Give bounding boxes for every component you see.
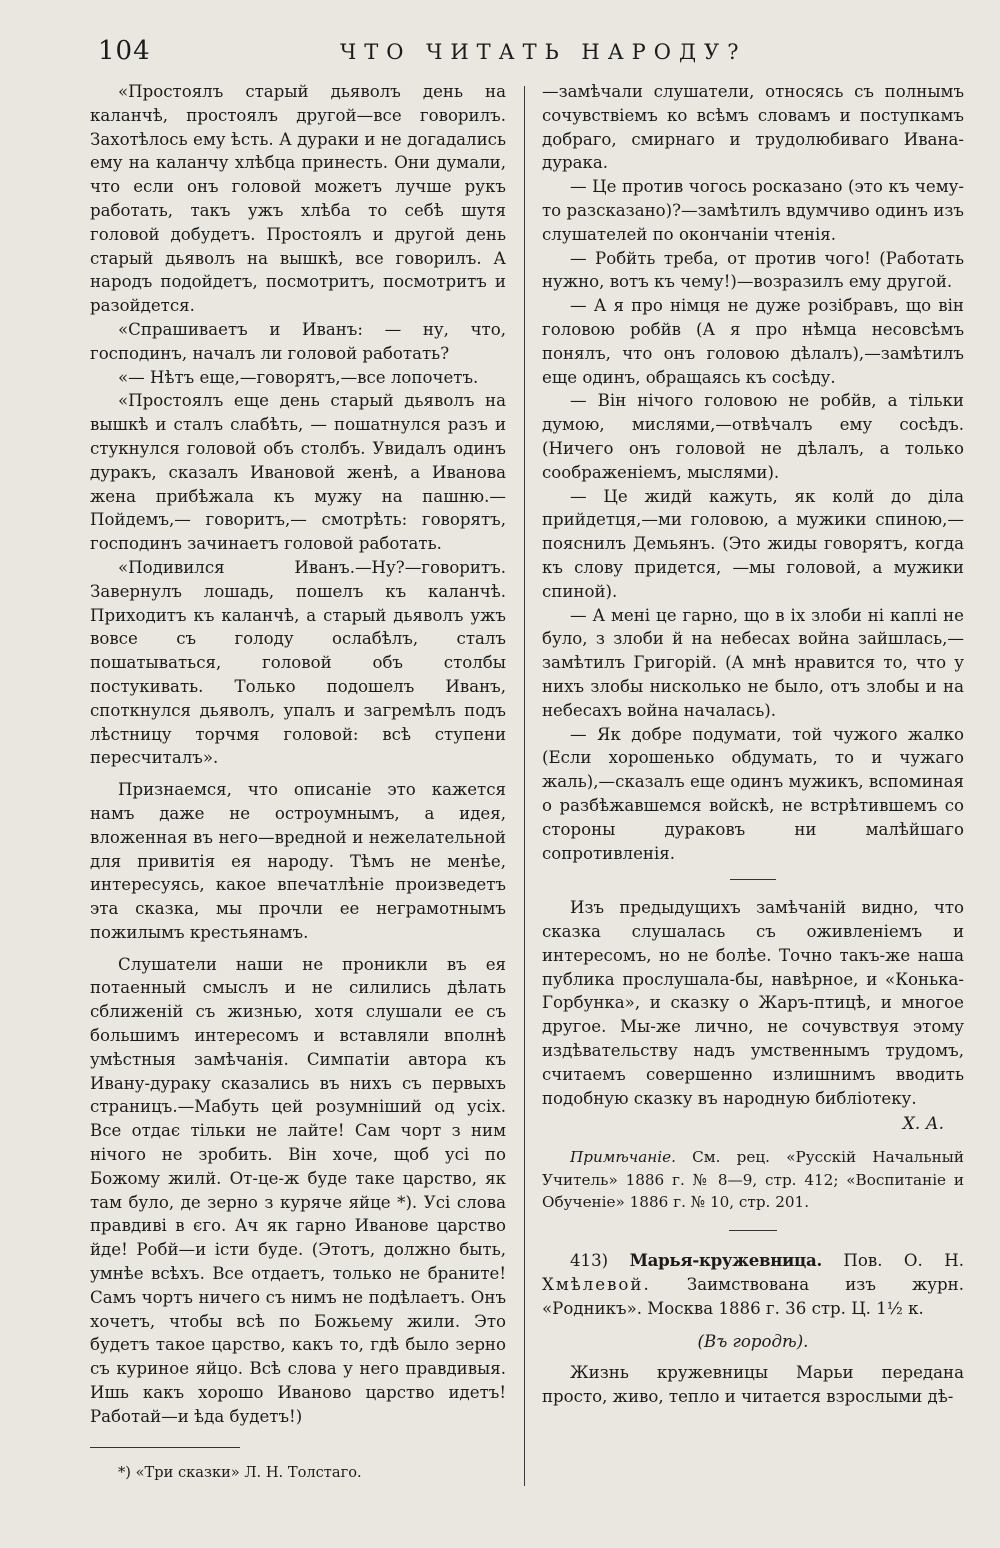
- paragraph: «— Нѣтъ еще,—говорятъ,—все лопочетъ.: [118, 367, 479, 387]
- entry-author: Хмѣлевой.: [542, 1274, 651, 1294]
- paragraph: — А менi це гарно, що в iх злоби нi каплi не було, з злоби й на небесах война зайшлась,—замѣтилъ Григорій. (А мнѣ нравится то, что у нихъ злобы нисколько не было, отъ злобы и на небесахъ война началась).: [542, 605, 964, 720]
- page-header: [90, 30, 964, 70]
- paragraph: Признаемся, что описаніе это кажется намъ даже не остроумнымъ, а идея, вложенная въ него—вредной и нежелательной для привитія ея народу. Тѣмъ не менѣе, интересуясь, какое впечатлѣніе произведетъ эта сказка, мы прочли ее неграмотнымъ пожилымъ крестьянамъ.: [90, 780, 506, 942]
- conclusion-paragraph: Изъ предыдущихъ замѣчаній видно, что сказка слушалась съ оживленіемъ и интересомъ, но не болѣе. Точно такъ-же наша публика прослушала-бы, навѣрное, и «Конька-Горбунка», и сказку о Жаръ-птицѣ, и многое другое. Мы-же лично, не сочувствуя этому издѣвательству надъ умственнымъ трудомъ, считаемъ совершенно излишнимъ вводить подобную сказку въ народную библіотеку.: [542, 898, 964, 1108]
- paragraph: — Як добре подумати, той чужого жалко (Если хорошенько обдумать, то и чужаго жаль),—сказалъ еще одинъ мужикъ, вспоминая о разбѣжавшемся войскѣ, не встрѣтившемъ со стороны дураковъ ни малѣйшаго сопротивленія.: [542, 724, 964, 863]
- paragraph: — А я про нiмця не дуже розiбравъ, що вiн головою робйв (А я про нѣмца несовсѣмъ понялъ, что онъ головою дѣлалъ),—замѣтилъ еще одинъ, обращаясь къ сосѣду.: [542, 296, 964, 387]
- review-note: [542, 1146, 964, 1214]
- right-column: [542, 80, 964, 1409]
- paragraph: Жизнь кружевницы Марьи передана просто, живо, тепло и читается взрослыми дѣ-: [542, 1363, 964, 1407]
- column-divider: [524, 86, 525, 1486]
- entry-prefix: Пов. О. Н.: [843, 1250, 964, 1270]
- entry-setting: (Въ городѣ).: [697, 1332, 809, 1352]
- author-signature: Х. А.: [902, 1114, 944, 1135]
- paragraph: —замѣчали слушатели, относясь съ полнымъ сочувствіемъ ко всѣмъ словамъ и поступкамъ добраго, смирнаго и трудолюбиваго Ивана-дурака.: [542, 82, 964, 173]
- left-column: [90, 80, 506, 1484]
- entry-number: 413): [570, 1250, 609, 1270]
- running-title: ЧТО ЧИТАТЬ НАРОДУ?: [340, 40, 747, 64]
- paragraph: «Спрашиваетъ и Иванъ: — ну, что, господинъ, началъ ли головой работать?: [90, 319, 506, 363]
- paragraph: — Це жидй кажуть, як колй до дiла прийдетця,—ми головою, а мужики спиною,—пояснилъ Демьянъ. (Это жиды говорятъ, когда къ слову придется, —мы головой, а мужики спиной).: [542, 486, 964, 601]
- paragraph: Слушатели наши не проникли въ ея потаенный смыслъ и не силились дѣлать сближеній съ жизнью, хотя слушали ее съ большимъ интересомъ и вставляли вполнѣ умѣстныя замѣчанія. Симпатіи автора къ Ивану-дураку сказались въ нихъ съ первыхъ страницъ.—Мабуть цей розумнiший од усiх. Все отдає тiльки не лайте! Сам чорт з ним нiчого не зробить. Вiн хоче, щоб усi по Божому жилй. От-це-ж буде таке царство, як там було, де зерно з куряче яйце *). Усi слова правдивi в єго. Ач як гарно Иванове царство йде! Робй—и iсти буде. (Этотъ, должно быть, умнѣе всѣхъ. Все отдаетъ, только не браните! Самъ чортъ ничего съ нимъ не подѣлаетъ. Онъ хочетъ, чтобы всѣ по Божьему жили. Это будетъ такое царство, какъ то, гдѣ было зерно съ куриное яйцо. Всѣ слова у него правдивыя. Ишь какъ хорошо Иваново царство идетъ! Работай—и ѣда будетъ!): [90, 954, 506, 1426]
- footnote-divider: [90, 1447, 240, 1448]
- footnote: *) «Три сказки» Л. Н. Толстаго.: [118, 1463, 362, 1481]
- section-divider: [730, 879, 776, 880]
- entry-details: Заимствована изъ журн. «Родникъ». Москва 1886 г. 36 стр. Ц. 1½ к.: [542, 1274, 964, 1318]
- paragraph: «Простоялъ еще день старый дьяволъ на вышкѣ и сталъ слабѣть, — пошатнулся разъ и стукнулся головой объ столбъ. Увидалъ одинъ дуракъ, сказалъ Ивановой женѣ, а Иванова жена прибѣжала къ мужу на пашню.—Пойдемъ,— говоритъ,— смотрѣть: говорятъ, господинъ зачинаетъ головой работать.: [90, 391, 506, 554]
- entry-title: Марья-кружевница.: [629, 1249, 822, 1270]
- catalog-entry: [542, 1249, 964, 1320]
- paragraph: — Це против чогось росказано (это къ чему-то разсказано)?—замѣтилъ вдумчиво одинъ изъ слушателей по окончаніи чтенія.: [542, 177, 964, 244]
- paragraph: «Простоялъ старый дьяволъ день на каланчѣ, простоялъ другой—все говорилъ. Захотѣлось ему ѣсть. А дураки и не догадались ему на каланчу хлѣбца принесть. Они думали, что если онъ головой можетъ лучше рукъ работать, такъ ужъ хлѣба то себѣ шутя головой добудетъ. Простоялъ и другой день старый дьяволъ на вышкѣ, все говорилъ. А народъ подойдетъ, посмотритъ, посмотритъ и разойдется.: [90, 82, 506, 316]
- section-divider: [729, 1230, 777, 1231]
- note-label: Примѣчаніе.: [570, 1148, 676, 1167]
- paragraph: — Вiн нiчого головою не робйв, а тiльки думою, мислями,—отвѣчалъ ему сосѣдъ. (Ничего онъ головой не дѣлалъ, а только соображеніемъ, мыслями).: [542, 391, 964, 482]
- note-text: См. рец. «Русскій Начальный Учитель» 1886 г. № 8—9, стр. 412; «Воспитаніе и Обученіе» 1886 г. № 10, стр. 201.: [542, 1148, 964, 1212]
- page-number: 104: [98, 36, 151, 66]
- paragraph: — Робйть треба, от против чого! (Работать нужно, вотъ къ чему!)—возразилъ ему другой.: [542, 248, 964, 292]
- paragraph: «Подивился Иванъ.—Ну?—говоритъ. Завернулъ лошадь, пошелъ къ каланчѣ. Приходитъ къ каланчѣ, а старый дьяволъ ужъ вовсе съ голоду ослабѣлъ, сталъ пошатываться, головой объ столбы постукивать. Только подошелъ Иванъ, споткнулся дьяволъ, упалъ и загремѣлъ подъ лѣстницу торчмя головой: всѣ ступени пересчиталъ».: [90, 557, 506, 768]
